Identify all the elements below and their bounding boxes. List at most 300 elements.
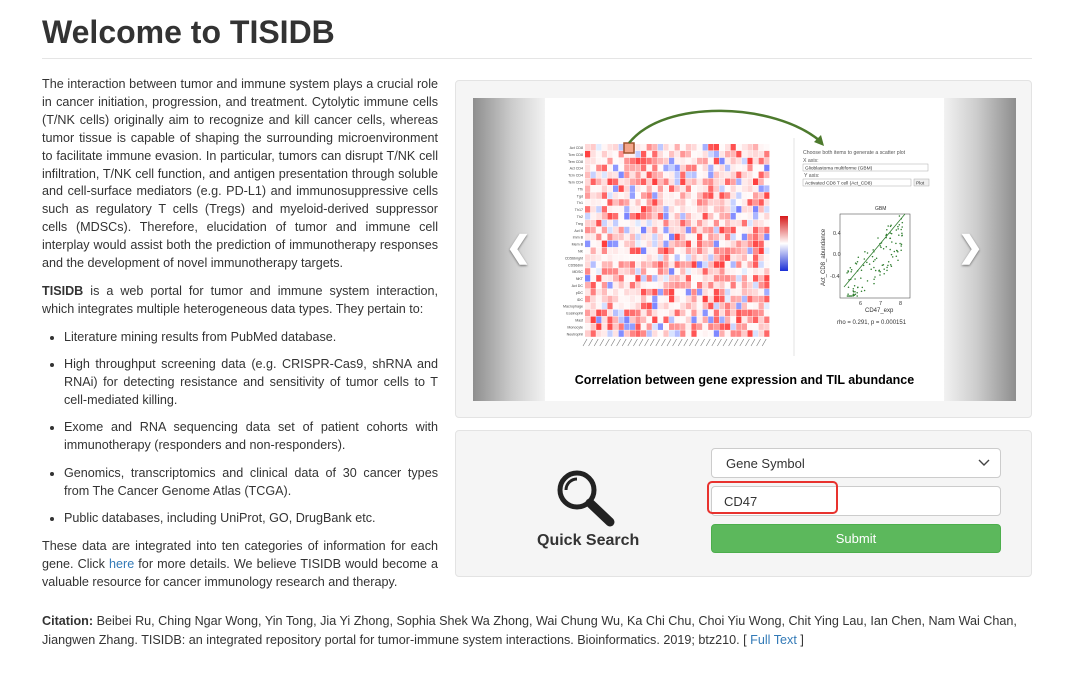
scatter-point xyxy=(883,264,885,266)
heatmap-cell xyxy=(708,151,713,158)
heatmap-cells xyxy=(585,144,769,337)
heatmap-cell xyxy=(663,296,668,303)
scatter-point xyxy=(891,254,893,256)
heatmap-cell xyxy=(596,151,601,158)
scatter-point xyxy=(848,271,850,273)
heatmap-cell xyxy=(591,165,596,172)
heatmap-cell xyxy=(669,296,674,303)
heatmap-cell xyxy=(669,310,674,317)
heatmap-cell xyxy=(725,206,730,213)
heatmap-cell xyxy=(675,172,680,179)
heatmap-cell xyxy=(652,206,657,213)
search-type-select[interactable] xyxy=(711,448,1001,478)
heatmap-cell xyxy=(658,144,663,151)
heatmap-cell xyxy=(607,206,612,213)
heatmap-cell xyxy=(719,323,724,330)
heatmap-cell xyxy=(686,213,691,220)
heatmap-cell xyxy=(759,323,764,330)
heatmap-cell xyxy=(747,310,752,317)
heatmap-cell xyxy=(736,282,741,289)
heatmap-cell xyxy=(708,282,713,289)
heatmap-cell xyxy=(742,185,747,192)
heatmap-cell xyxy=(663,165,668,172)
heatmap-cell xyxy=(747,275,752,282)
heatmap-cell xyxy=(652,241,657,248)
heatmap-cell xyxy=(680,165,685,172)
heatmap-cell xyxy=(736,296,741,303)
x-tick-label: 7 xyxy=(879,301,883,307)
heatmap-cell xyxy=(708,261,713,268)
heatmap-row-label: Th17 xyxy=(574,208,583,213)
heatmap-cell xyxy=(675,241,680,248)
heatmap-cell xyxy=(607,185,612,192)
heatmap-cell xyxy=(602,275,607,282)
heatmap-cell xyxy=(680,310,685,317)
heatmap-cell xyxy=(619,151,624,158)
heatmap-cell xyxy=(686,248,691,255)
heatmap-cell xyxy=(663,268,668,275)
heatmap-cell xyxy=(591,289,596,296)
heatmap-cell xyxy=(742,296,747,303)
heatmap-cell xyxy=(663,172,668,179)
heatmap-cell xyxy=(619,206,624,213)
details-link[interactable]: here xyxy=(109,556,135,571)
submit-button[interactable]: Submit xyxy=(711,524,1001,553)
heatmap-cell xyxy=(764,261,769,268)
search-type-value: Gene Symbol xyxy=(726,456,805,471)
heatmap-cell xyxy=(708,213,713,220)
heatmap-cell xyxy=(613,241,618,248)
heatmap-cell xyxy=(736,220,741,227)
heatmap-cell xyxy=(753,185,758,192)
heatmap-cell xyxy=(708,248,713,255)
heatmap-cell xyxy=(630,199,635,206)
heatmap-cell xyxy=(607,275,612,282)
heatmap-cell xyxy=(697,268,702,275)
heatmap-cell xyxy=(759,165,764,172)
heatmap-cell xyxy=(764,330,769,337)
heatmap-cell xyxy=(613,220,618,227)
heatmap-cell xyxy=(697,199,702,206)
scatter-point xyxy=(875,270,877,272)
heatmap-cell xyxy=(714,179,719,186)
scatter-point xyxy=(867,252,869,254)
scatter-point xyxy=(891,233,893,235)
gene-search-input[interactable] xyxy=(711,486,1001,516)
heatmap-cell xyxy=(669,282,674,289)
heatmap-cell xyxy=(591,199,596,206)
heatmap-cell xyxy=(686,158,691,165)
heatmap-cell xyxy=(619,172,624,179)
scatter-point xyxy=(864,251,866,253)
heatmap-cell xyxy=(753,227,758,234)
heatmap-cell xyxy=(725,185,730,192)
heatmap-row-label: NKT xyxy=(575,277,583,282)
heatmap-cell xyxy=(624,261,629,268)
intro-paragraph: The interaction between tumor and immune system plays a crucial role in cancer initiation, progression, and treatment. Cytolytic immune cells (T/NK cells) originally aim to recognize and kill cancer cells, whereas tumor tissue is capable of shaping the surrounding microenvironment to facilitate immune evasion. In particular, tumors can disrupt T/NK cell infiltration, T/NK cell function, and antigen presentation through soluble and cell-surface mediators (e.g. PD-L1) and immunosuppressive cells such as regulatory T cells (Tregs) and myeloid-derived suppressor cells (MDSCs). Therefore, elucidation of tumor and immune cell interplay would assist both the prediction of immunotherapy responses and the development of novel immunotherapy targets. xyxy=(42,77,438,271)
heatmap-cell xyxy=(630,179,635,186)
heatmap-cell xyxy=(736,254,741,261)
heatmap-cell xyxy=(759,179,764,186)
heatmap-cell xyxy=(719,268,724,275)
heatmap-cell xyxy=(607,220,612,227)
heatmap-cell xyxy=(647,289,652,296)
heatmap-cell xyxy=(647,303,652,310)
heatmap-cell xyxy=(714,192,719,199)
heatmap-cell xyxy=(585,234,590,241)
heatmap-cell xyxy=(669,261,674,268)
scatter-point xyxy=(895,243,897,245)
heatmap-cell xyxy=(691,268,696,275)
heatmap-cell xyxy=(658,303,663,310)
heatmap-cell xyxy=(691,199,696,206)
y-tick-label: 0.0 xyxy=(833,252,841,258)
heatmap-cell xyxy=(691,275,696,282)
heatmap-row-label: Act DC xyxy=(571,284,583,288)
heatmap-cell xyxy=(607,172,612,179)
heatmap-cell xyxy=(624,220,629,227)
heatmap-cell xyxy=(731,275,736,282)
heatmap-cell xyxy=(652,185,657,192)
chevron-right-icon[interactable]: ❯ xyxy=(957,231,983,264)
heatmap-row-label: Tgd xyxy=(576,194,583,199)
heatmap-cell xyxy=(753,165,758,172)
heatmap-cell xyxy=(703,172,708,179)
heatmap-cell xyxy=(747,158,752,165)
heatmap-cell xyxy=(697,323,702,330)
heatmap-cell xyxy=(591,268,596,275)
heatmap-cell xyxy=(736,158,741,165)
heatmap-cell xyxy=(630,323,635,330)
heatmap-cell xyxy=(647,165,652,172)
plot-button-label: Plot xyxy=(916,181,925,187)
heatmap-cell xyxy=(719,248,724,255)
heatmap-cell xyxy=(742,303,747,310)
heatmap-cell xyxy=(725,261,730,268)
heatmap-cell xyxy=(596,213,601,220)
scatter-point xyxy=(901,233,903,235)
heatmap-cell xyxy=(686,234,691,241)
scatter-point xyxy=(883,248,885,250)
heatmap-cell xyxy=(742,248,747,255)
scatter-point xyxy=(886,229,888,231)
heatmap-cell xyxy=(759,317,764,324)
heatmap-cell xyxy=(714,206,719,213)
heatmap-cell xyxy=(703,241,708,248)
heatmap-cell xyxy=(647,172,652,179)
heatmap-cell xyxy=(652,289,657,296)
heatmap-cell xyxy=(624,296,629,303)
heatmap-cell xyxy=(691,241,696,248)
heatmap-cell xyxy=(607,199,612,206)
heatmap-cell xyxy=(635,323,640,330)
heatmap-cell xyxy=(647,227,652,234)
heatmap-cell xyxy=(697,144,702,151)
scatter-point xyxy=(854,278,856,280)
heatmap-cell xyxy=(652,165,657,172)
heatmap-cell xyxy=(725,165,730,172)
scatter-point xyxy=(886,270,888,272)
heatmap-cell xyxy=(680,268,685,275)
heatmap-cell xyxy=(658,227,663,234)
heatmap-cell xyxy=(647,213,652,220)
carousel-next-control[interactable] xyxy=(944,98,1016,401)
heatmap-cell xyxy=(591,261,596,268)
heatmap-cell xyxy=(680,330,685,337)
heatmap-cell xyxy=(686,330,691,337)
heatmap-cell xyxy=(630,206,635,213)
heatmap-cell xyxy=(663,310,668,317)
heatmap-cell xyxy=(641,303,646,310)
heatmap-cell xyxy=(675,303,680,310)
heatmap-cell xyxy=(719,144,724,151)
heatmap-cell xyxy=(725,151,730,158)
scatter-point xyxy=(896,229,898,231)
heatmap-cell xyxy=(725,172,730,179)
heatmap-cell xyxy=(596,303,601,310)
heatmap-cell xyxy=(725,234,730,241)
heatmap-cell xyxy=(635,282,640,289)
heatmap-cell xyxy=(747,165,752,172)
heatmap-cell xyxy=(764,213,769,220)
heatmap-cell xyxy=(714,282,719,289)
heatmap-cell xyxy=(764,296,769,303)
heatmap-cell xyxy=(703,144,708,151)
tisidb-name: TISIDB xyxy=(42,283,84,298)
heatmap-cell xyxy=(585,330,590,337)
heatmap-cell xyxy=(613,296,618,303)
heatmap-cell xyxy=(607,213,612,220)
heatmap-cell xyxy=(619,261,624,268)
heatmap-cell xyxy=(697,330,702,337)
heatmap-row-labels xyxy=(563,146,584,336)
heatmap-cell xyxy=(613,165,618,172)
heatmap-cell xyxy=(747,303,752,310)
heatmap-cell xyxy=(647,296,652,303)
heatmap-column-tick xyxy=(734,339,738,346)
heatmap-cell xyxy=(759,151,764,158)
heatmap-cell xyxy=(641,254,646,261)
scatter-point xyxy=(855,294,857,296)
heatmap-cell xyxy=(691,330,696,337)
heatmap-cell xyxy=(675,144,680,151)
heatmap-cell xyxy=(585,282,590,289)
heatmap-cell xyxy=(759,268,764,275)
heatmap-cell xyxy=(669,289,674,296)
heatmap-cell xyxy=(591,254,596,261)
heatmap-cell xyxy=(725,227,730,234)
heatmap-cell xyxy=(697,192,702,199)
scatter-point xyxy=(869,263,871,265)
heatmap-cell xyxy=(691,192,696,199)
quick-search-label: Quick Search xyxy=(537,532,640,549)
heatmap-cell xyxy=(747,151,752,158)
heatmap-cell xyxy=(635,303,640,310)
scatter-point xyxy=(902,222,904,224)
heatmap-cell xyxy=(675,234,680,241)
heatmap-cell xyxy=(647,282,652,289)
heatmap-cell xyxy=(591,303,596,310)
scatter-point xyxy=(891,241,893,243)
heatmap-cell xyxy=(630,185,635,192)
heatmap-cell xyxy=(697,282,702,289)
heatmap-cell xyxy=(736,185,741,192)
citation-close: ] xyxy=(796,632,804,647)
scatter-point xyxy=(883,273,885,275)
heatmap-cell xyxy=(585,185,590,192)
heatmap-cell xyxy=(635,144,640,151)
full-text-link[interactable]: Full Text xyxy=(750,632,797,647)
heatmap-cell xyxy=(635,172,640,179)
heatmap-cell xyxy=(607,296,612,303)
heatmap-cell xyxy=(675,179,680,186)
heatmap-cell xyxy=(686,151,691,158)
heatmap-cell xyxy=(714,303,719,310)
heatmap-cell xyxy=(591,330,596,337)
heatmap-cell xyxy=(630,303,635,310)
heatmap-cell xyxy=(585,227,590,234)
heatmap-cell xyxy=(708,296,713,303)
heatmap-cell xyxy=(764,144,769,151)
heatmap-cell xyxy=(602,192,607,199)
heatmap-cell xyxy=(764,268,769,275)
heatmap-cell xyxy=(641,268,646,275)
heatmap-cell xyxy=(585,310,590,317)
heatmap-cell xyxy=(596,144,601,151)
heatmap-cell xyxy=(647,317,652,324)
heatmap-cell xyxy=(669,317,674,324)
heatmap-cell xyxy=(703,261,708,268)
heatmap-cell xyxy=(613,227,618,234)
heatmap-cell xyxy=(658,289,663,296)
heatmap-cell xyxy=(680,248,685,255)
heatmap-cell xyxy=(697,213,702,220)
heatmap-cell xyxy=(635,227,640,234)
heatmap-cell xyxy=(596,317,601,324)
heatmap-cell xyxy=(591,296,596,303)
heatmap-cell xyxy=(663,289,668,296)
scatter-point xyxy=(857,261,859,263)
heatmap-cell xyxy=(731,268,736,275)
heatmap-cell xyxy=(669,275,674,282)
heatmap-cell xyxy=(703,289,708,296)
heatmap-cell xyxy=(591,275,596,282)
heatmap-cell xyxy=(663,227,668,234)
heatmap-cell xyxy=(714,317,719,324)
heatmap-cell xyxy=(619,317,624,324)
heatmap-cell xyxy=(680,254,685,261)
heatmap-cell xyxy=(703,199,708,206)
heatmap-cell xyxy=(764,234,769,241)
heatmap-column-tick xyxy=(712,339,716,346)
highlighted-cell xyxy=(624,143,634,153)
heatmap-cell xyxy=(652,158,657,165)
heatmap-cell xyxy=(613,179,618,186)
heatmap-cell xyxy=(669,234,674,241)
heatmap-cell xyxy=(635,261,640,268)
heatmap-cell xyxy=(703,303,708,310)
heatmap-cell xyxy=(596,261,601,268)
heatmap-cell xyxy=(719,289,724,296)
heatmap-cell xyxy=(596,158,601,165)
scatter-point xyxy=(850,267,852,269)
heatmap-cell xyxy=(725,199,730,206)
heatmap-cell xyxy=(669,268,674,275)
heatmap-cell xyxy=(675,227,680,234)
heatmap-cell xyxy=(725,144,730,151)
heatmap-cell xyxy=(747,172,752,179)
scatter-title: GBM xyxy=(875,206,887,212)
heatmap-cell xyxy=(719,172,724,179)
heatmap-column-tick xyxy=(661,339,665,346)
heatmap-cell xyxy=(753,192,758,199)
heatmap-cell xyxy=(652,268,657,275)
heatmap-cell xyxy=(675,248,680,255)
heatmap-cell xyxy=(764,275,769,282)
heatmap-cell xyxy=(607,227,612,234)
heatmap-cell xyxy=(680,179,685,186)
heatmap-cell xyxy=(630,310,635,317)
heatmap-row-label: Mem B xyxy=(571,242,583,247)
carousel-prev-control[interactable] xyxy=(473,98,545,401)
tisidb-description: is a web portal for tumor and immune system interaction, which integrates multiple heterogeneous data types. They pertain to: xyxy=(42,283,438,316)
heatmap-cell xyxy=(686,323,691,330)
heatmap-cell xyxy=(742,323,747,330)
heatmap-cell xyxy=(731,185,736,192)
heatmap-cell xyxy=(591,323,596,330)
heatmap-cell xyxy=(759,227,764,234)
heatmap-cell xyxy=(602,303,607,310)
heatmap-cell xyxy=(747,241,752,248)
heatmap-cell xyxy=(602,254,607,261)
heatmap-cell xyxy=(686,227,691,234)
heatmap-cell xyxy=(731,144,736,151)
heatmap-cell xyxy=(742,317,747,324)
heatmap-column-tick xyxy=(667,339,671,346)
heatmap-cell xyxy=(680,220,685,227)
heatmap-cell xyxy=(619,303,624,310)
heatmap-cell xyxy=(607,254,612,261)
heatmap-cell xyxy=(613,261,618,268)
heatmap-cell xyxy=(708,303,713,310)
heatmap-cell xyxy=(759,144,764,151)
heatmap-cell xyxy=(703,310,708,317)
heatmap-cell xyxy=(585,220,590,227)
heatmap-cell xyxy=(585,241,590,248)
heatmap-cell xyxy=(691,303,696,310)
heatmap-cell xyxy=(736,227,741,234)
heatmap-cell xyxy=(731,151,736,158)
heatmap-cell xyxy=(596,296,601,303)
heatmap-cell xyxy=(652,310,657,317)
heatmap-cell xyxy=(613,254,618,261)
heatmap-cell xyxy=(607,282,612,289)
heatmap-cell xyxy=(714,275,719,282)
heatmap-cell xyxy=(691,144,696,151)
heatmap-cell xyxy=(747,227,752,234)
scatter-point xyxy=(848,295,850,297)
chevron-left-icon[interactable]: ❮ xyxy=(506,231,532,264)
heatmap-cell xyxy=(686,268,691,275)
heatmap-cell xyxy=(647,199,652,206)
heatmap-cell xyxy=(613,192,618,199)
heatmap-row-label: Act CD8 xyxy=(569,146,583,150)
heatmap-cell xyxy=(725,275,730,282)
heatmap-cell xyxy=(585,206,590,213)
heatmap-column-tick xyxy=(689,339,693,346)
heatmap-cell xyxy=(759,172,764,179)
heatmap-cell xyxy=(663,206,668,213)
